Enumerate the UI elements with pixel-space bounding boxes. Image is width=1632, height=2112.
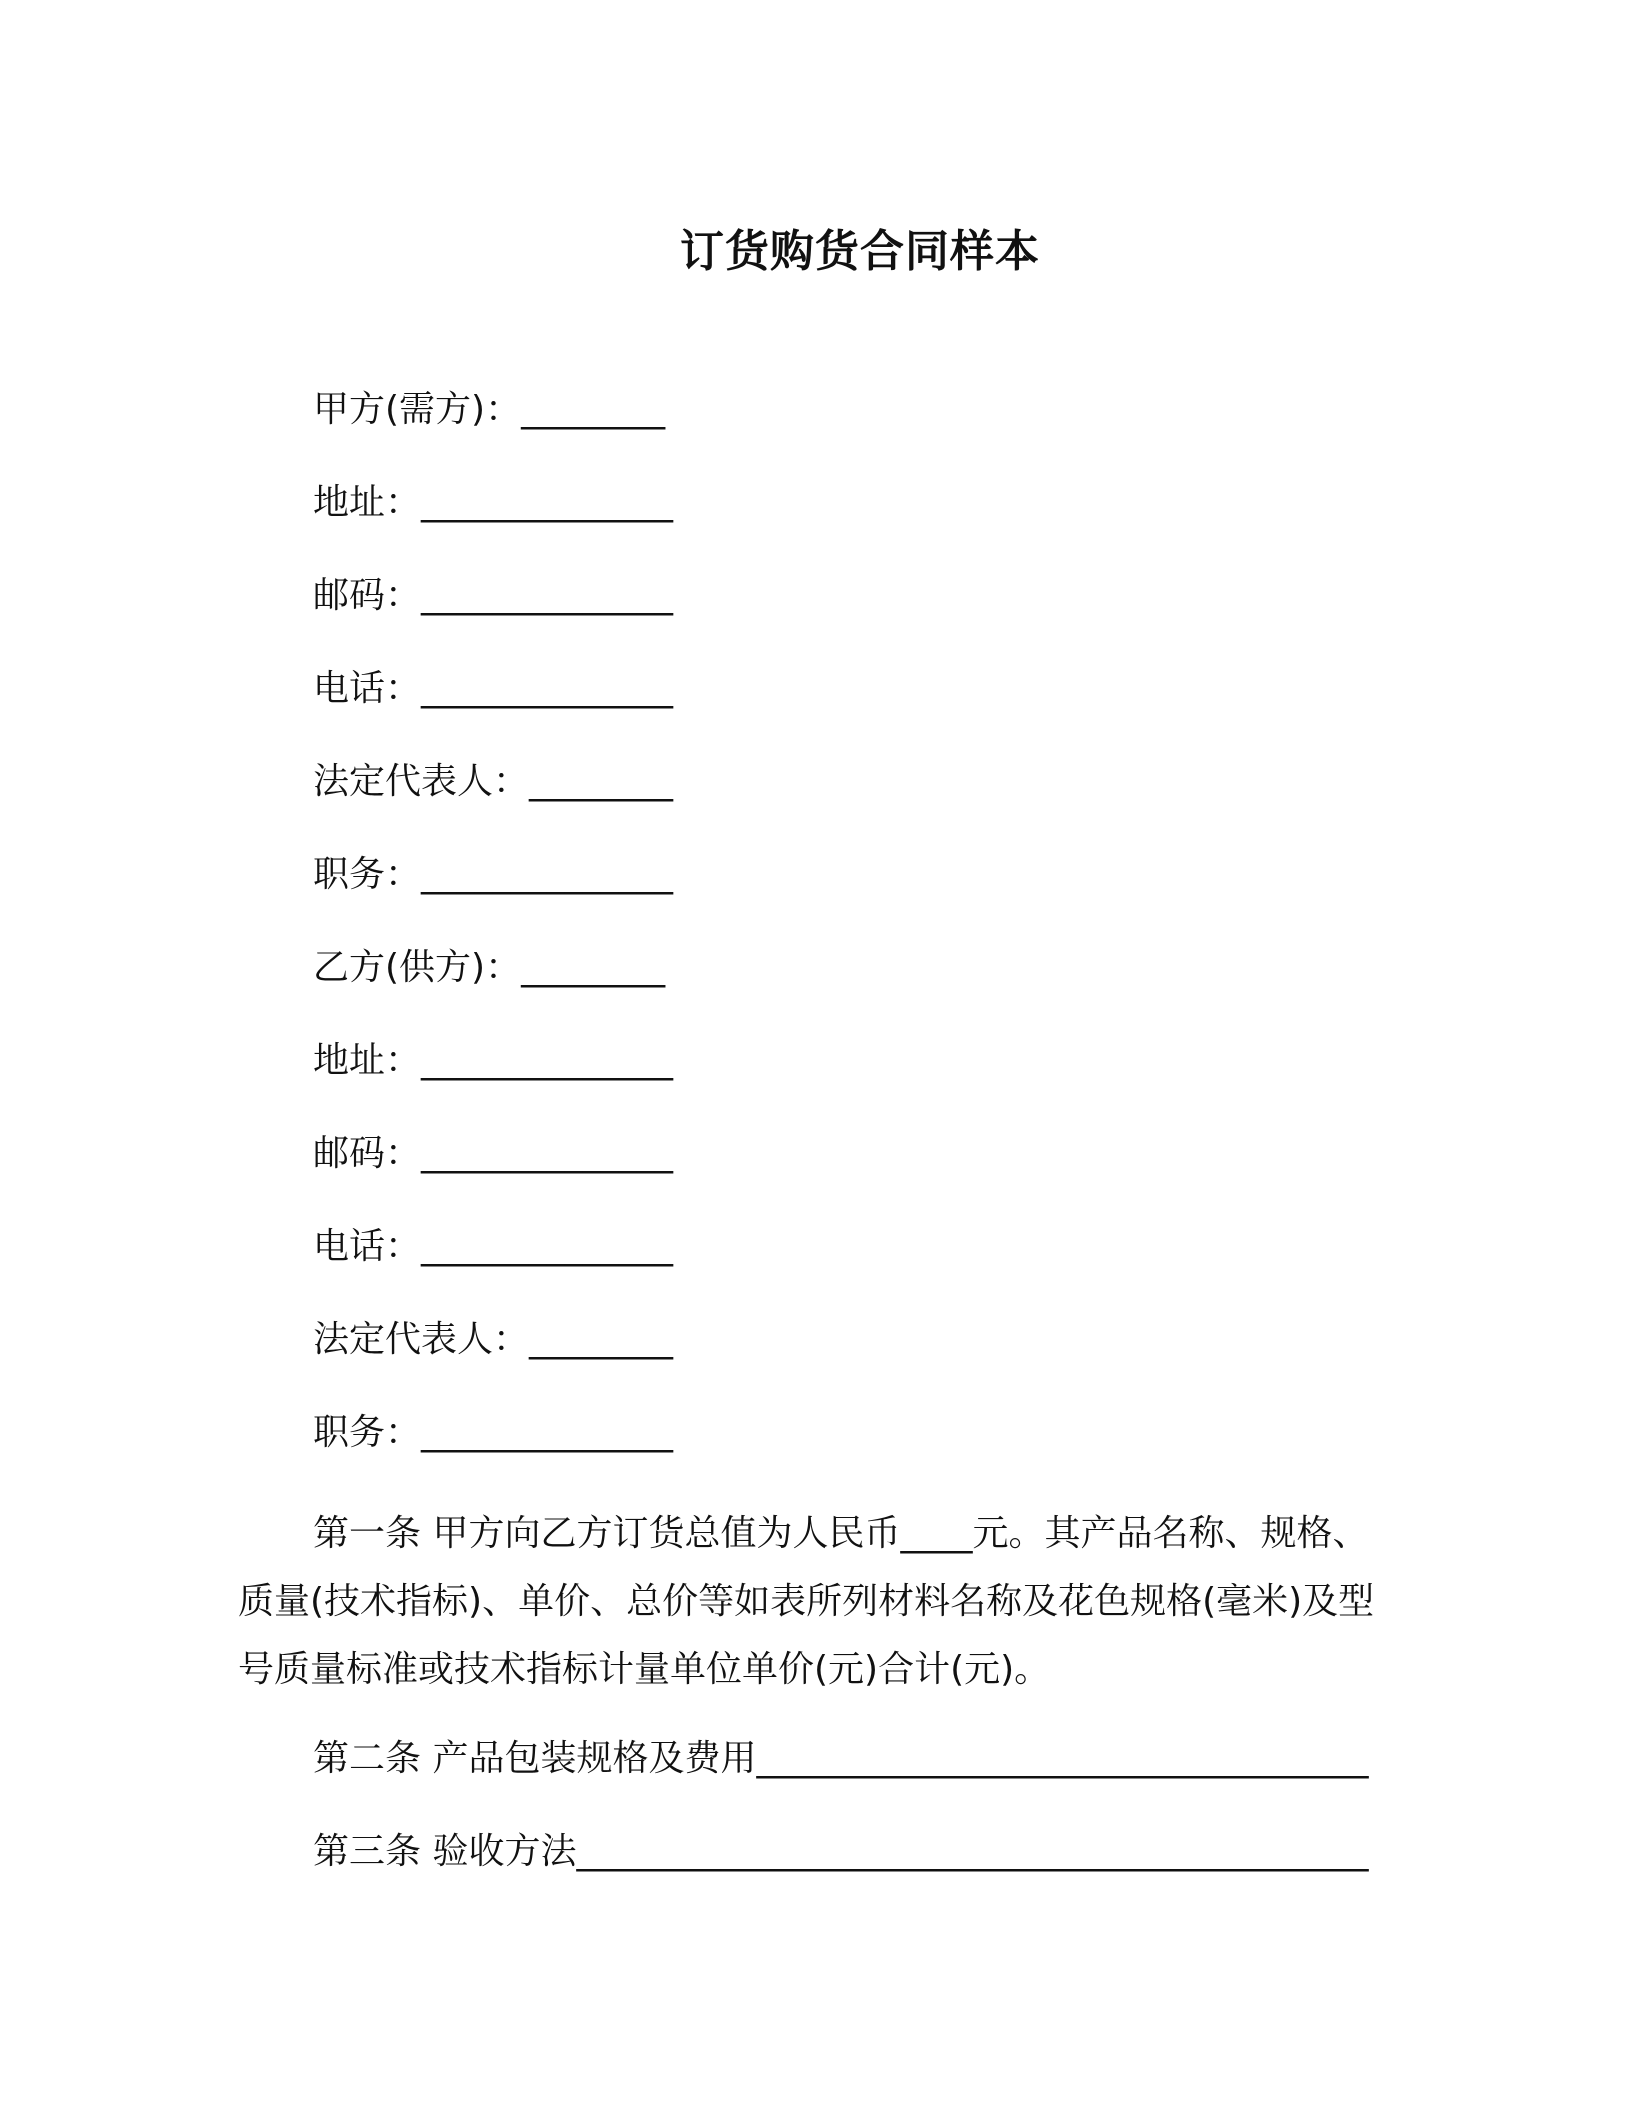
party-b-phone-field: 电话：______________ (313, 1226, 674, 1267)
article-3-line: 第三条 验收方法____________________________________________ (313, 1831, 1369, 1872)
party-a-legal-rep-field: 法定代表人：________ (313, 761, 674, 802)
article-2-line: 第二条 产品包装规格及费用__________________________________ (313, 1738, 1369, 1779)
party-b-postcode-field: 邮码：______________ (313, 1133, 674, 1174)
party-b-legal-rep-field: 法定代表人：________ (313, 1319, 674, 1360)
party-a-phone-field: 电话：______________ (313, 668, 674, 709)
party-b-name-field: 乙方(供方)：________ (313, 947, 666, 988)
article-1-paragraph: 第一条 甲方向乙方订货总值为人民币____元。其产品名称、规格、质量(技术指标)、单价、总价等如表所列材料名称及花色规格(毫米)及型号质量标准或技术指标计量单位单价(元)合计(元)。 (238, 1513, 1375, 1690)
party-a-name-field: 甲方(需方)：________ (313, 389, 666, 430)
document-title: 订货购货合同样本 (680, 226, 1040, 277)
party-b-address-field: 地址：______________ (313, 1040, 674, 1081)
party-a-position-field: 职务：______________ (313, 854, 674, 895)
party-b-position-field: 职务：______________ (313, 1412, 674, 1453)
party-a-address-field: 地址：______________ (313, 482, 674, 523)
party-a-postcode-field: 邮码：______________ (313, 575, 674, 616)
